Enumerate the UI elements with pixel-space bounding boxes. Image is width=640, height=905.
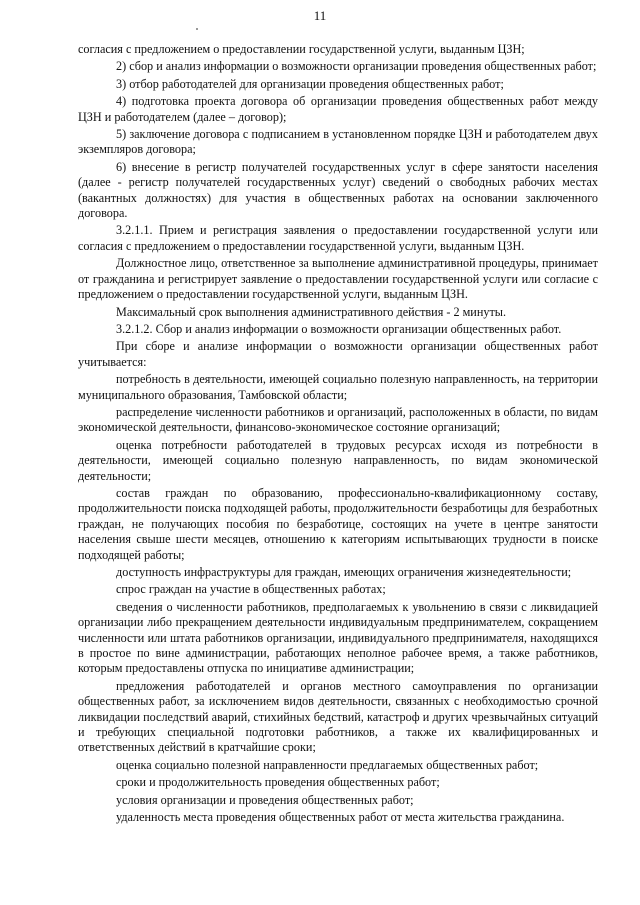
list-item: 6) внесение в регистр получателей государственных услуг в сфере занятости населения (далее - регистр получателей государственных услуг) сведений о свободных рабочих местах (вакантных должностях) для участия в общественных работах на основании заключенного договора. xyxy=(78,159,598,221)
list-item: условия организации и проведения общественных работ; xyxy=(116,792,414,807)
list-item: 4) подготовка проекта договора об организации проведения общественных работ между ЦЗН и работодателем (далее – договор); xyxy=(78,94,598,124)
paragraph: Максимальный срок выполнения административного действия - 2 минуты. xyxy=(116,304,507,319)
list-item: сроки и продолжительность проведения общественных работ; xyxy=(116,775,440,790)
page-number: 11 xyxy=(313,8,327,23)
list-item: оценка потребности работодателей в трудовых ресурсах исходя из потребности в деятельности, имеющей социально полезную направленность, по видам экономической деятельности; xyxy=(78,437,598,483)
paragraph: При сборе и анализе информации о возможности организации общественных работ учитывается: xyxy=(78,339,598,369)
list-item: 5) заключение договора с подписанием в установленном порядке ЦЗН и работодателем двух экземпляров договора; xyxy=(78,127,598,157)
list-item: состав граждан по образованию, профессионально-квалификационному составу, продолжительности поиска подходящей работы, продолжительности безработицы для безработных граждан, не получающих пособия по безработице, состоящих на учете в центре занятости населения свыше шести месяцев, отношению к категориям испытывающих трудности в поиске подходящей работы; xyxy=(78,485,598,562)
list-item: потребность в деятельности, имеющей социально полезную направленность, на территории муниципального образования, Тамбовской области; xyxy=(78,372,598,402)
list-item: предложения работодателей и органов местного самоуправления по организации общественных работ, за исключением видов деятельности, связанных с необходимостью срочной ликвидации последствий аварий, стихийных бедствий, катастроф и других чрезвычайных ситуаций и требующих специальной подготовки работников, а также их квалифицированных и ответственных действий в кратчайшие сроки; xyxy=(78,678,598,755)
list-item: доступность инфраструктуры для граждан, имеющих ограничения жизнедеятельности; xyxy=(116,565,572,579)
document-body xyxy=(78,42,598,828)
list-item: 2) сбор и анализ информации о возможности организации проведения общественных работ; xyxy=(116,59,597,74)
list-item: сведения о численности работников, предполагаемых к увольнению в связи с ликвидацией организации либо прекращением деятельности индивидуальным предпринимателем, сокращением численности или штата работников организации, индивидуального предпринимателя, находящихся в простое по вине администрации, работающих неполное рабочее время, а также работников, которым предоставлены отпуска по инициативе администрации; xyxy=(78,599,598,676)
list-item: оценка социально полезной направленности предлагаемых общественных работ; xyxy=(116,757,539,772)
list-item: удаленность места проведения общественных работ от места жительства гражданина. xyxy=(116,810,565,825)
list-item: 3) отбор работодателей для организации проведения общественных работ; xyxy=(116,76,504,91)
list-item: распределение численности работников и организаций, расположенных в области, по видам экономической деятельности, финансово-экономическое состояние организаций; xyxy=(78,404,598,435)
paragraph: согласия с предложением о предоставлении государственной услуги, выданным ЦЗН; xyxy=(78,42,525,56)
list-item: спрос граждан на участие в общественных работах; xyxy=(116,582,386,597)
paragraph: Должностное лицо, ответственное за выполнение административной процедуры, принимает от гражданина и регистрирует заявление о предоставлении государственной услуги или согласие с предложением о предоставлении государственной услуги, выданным ЦЗН. xyxy=(78,256,598,302)
section-heading: 3.2.1.1. Прием и регистрация заявления о предоставлении государственной услуги или согласия с предложением о предоставлении государственной услуги, выданным ЦЗН. xyxy=(78,223,598,253)
scan-speck xyxy=(196,28,198,30)
section-heading: 3.2.1.2. Сбор и анализ информации о возможности организации общественных работ. xyxy=(116,321,562,336)
